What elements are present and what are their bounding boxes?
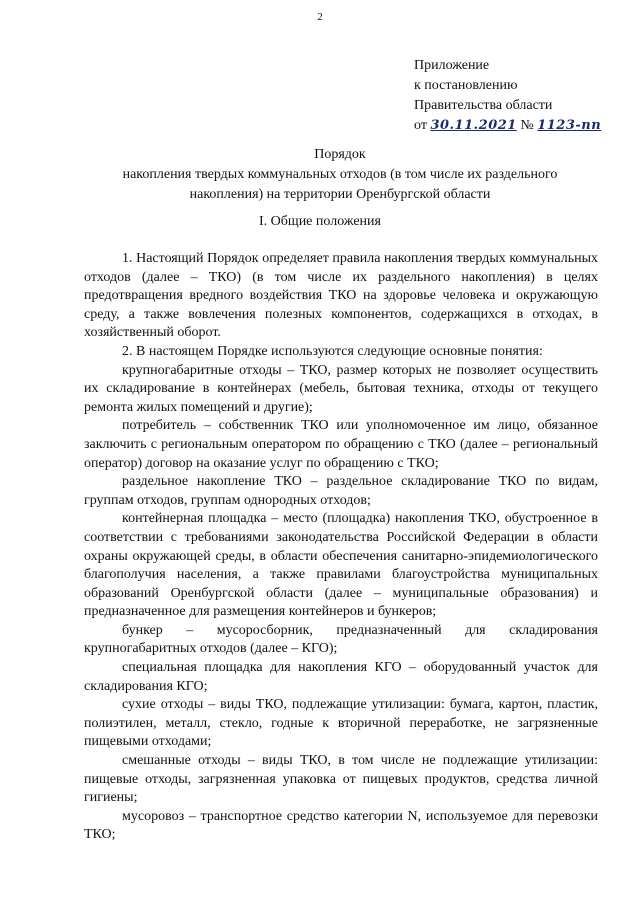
- paragraph: бункер – мусоросборник, предназначенный для складирования крупногабаритных отходов (далее – КГО);: [84, 622, 598, 657]
- paragraph: контейнерная площадка – место (площадка) накопления ТКО, обустроенное в соответствии с требованиями законодательства Российской Федерации в области охраны окружающей среды, в области обеспечения санитарно-эпидемиологического благополучия населения, а также правилами благоустройства муниципальных образований Оренбургской области (далее – муниципальные образования) и предназначенное для размещения контейнеров и бункеров;: [84, 511, 598, 620]
- paragraph: смешанные отходы – виды ТКО, в том числе не подлежащие утилизации: пищевые отходы, загрязненная упаковка от пищевых продуктов, средства личной гигиены;: [84, 753, 598, 806]
- handwritten-number: 1123-пп: [537, 118, 602, 133]
- paragraph: 2. В настоящем Порядке используются следующие основные понятия:: [122, 343, 543, 359]
- document-body: [84, 250, 598, 845]
- paragraph: крупногабаритные отходы – ТКО, размер которых не позволяет осуществить их складирование в контейнерах (мебель, бытовая техника, отходы от текущего ремонта жилых помещений и другие);: [84, 362, 598, 415]
- appendix-line-3: Правительства области: [414, 98, 553, 113]
- page-number: 2: [317, 11, 323, 23]
- paragraph: мусоровоз – транспортное средство категории N, используемое для перевозки ТКО;: [84, 808, 598, 843]
- title-line-3: накопления) на территории Оренбургской области: [189, 187, 491, 202]
- paragraph: 1. Настоящий Порядок определяет правила накопления твердых коммунальных отходов (далее – ТКО) (в том числе их раздельного накопления) в целях предотвращения вредного воздействия ТКО на здоровье человека и окружающую среду, а также вовлечения полезных компонентов, содержащихся в отходах, в хозяйственный оборот.: [84, 251, 598, 341]
- paragraph: потребитель – собственник ТКО или уполномоченное им лицо, обязанное заключить с региональным оператором по обращению с ТКО (далее – региональный оператор) договор на оказание услуг по обращению с ТКО;: [84, 418, 598, 471]
- appendix-line-1: Приложение: [414, 58, 490, 73]
- document-title: [100, 145, 580, 205]
- paragraph: раздельное накопление ТКО – раздельное складирование ТКО по видам, группам отходов, группам однородных отходов;: [84, 474, 598, 508]
- appendix-line-4: [414, 116, 601, 136]
- handwritten-date: 30.11.2021: [430, 118, 517, 133]
- from-label: от: [414, 118, 427, 133]
- title-line-2: накопления твердых коммунальных отходов (в том числе их раздельного: [122, 167, 558, 182]
- paragraph: сухие отходы – виды ТКО, подлежащие утилизации: бумага, картон, пластик, полиэтилен, металл, стекло, годные к вторичной переработке, не загрязненные пищевыми отходами;: [84, 697, 598, 750]
- title-line-1: Порядок: [314, 147, 366, 162]
- number-label: №: [520, 118, 534, 133]
- appendix-block: [414, 56, 601, 136]
- appendix-line-2: к постановлению: [414, 78, 518, 93]
- section-heading: I. Общие положения: [259, 214, 381, 229]
- paragraph: специальная площадка для накопления КГО – оборудованный участок для складирования КГО;: [84, 660, 598, 694]
